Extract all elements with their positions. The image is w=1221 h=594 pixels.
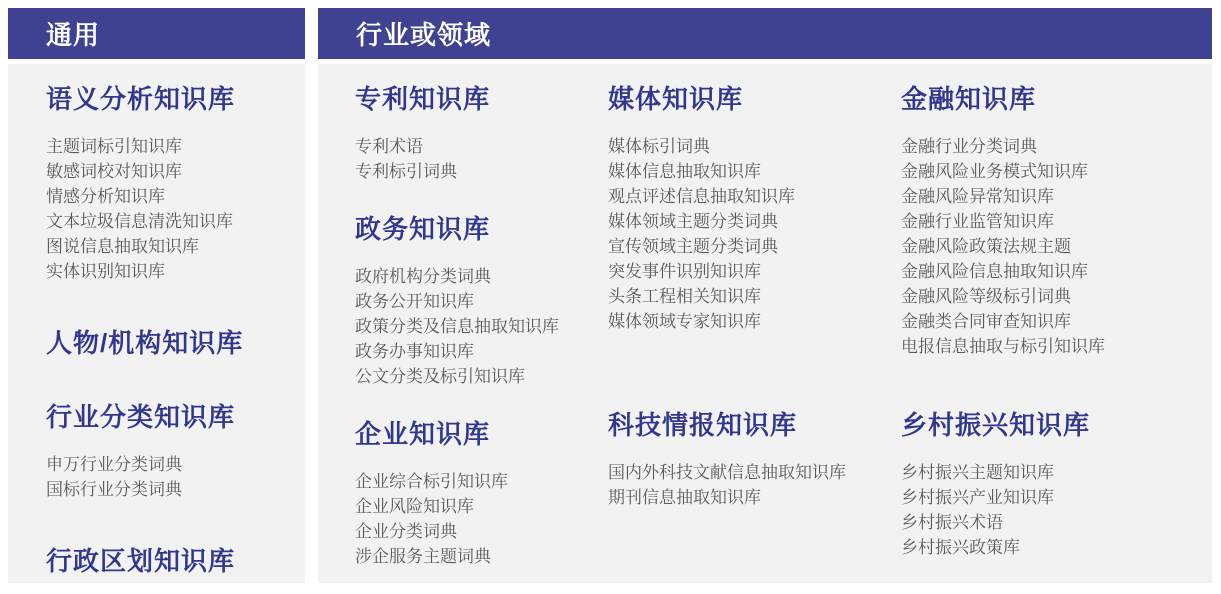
kb-item: 乡村振兴产业知识库: [901, 488, 1054, 507]
kb-group-title: 乡村振兴知识库: [901, 410, 1091, 440]
kb-item: 政务办事知识库: [355, 342, 474, 361]
panel-general: [8, 8, 305, 594]
kb-item: 申万行业分类词典: [46, 455, 182, 474]
kb-item: 专利标引词典: [355, 162, 457, 181]
kb-group: [901, 410, 1200, 560]
kb-group-title: 科技情报知识库: [608, 410, 798, 440]
kb-item-list: [608, 134, 901, 334]
kb-item: 乡村振兴主题知识库: [901, 463, 1054, 482]
kb-item: 情感分析知识库: [46, 187, 165, 206]
kb-item: 金融风险政策法规主题: [901, 237, 1071, 256]
kb-group: [355, 419, 608, 569]
kb-group: [46, 402, 293, 502]
panel-general-body: [8, 64, 305, 583]
panel-general-header-label: 通用: [46, 20, 101, 50]
kb-item: 企业综合标引知识库: [355, 472, 508, 491]
industry-column-2: [608, 84, 901, 583]
kb-item: 乡村振兴政策库: [901, 538, 1020, 557]
kb-item: 企业风险知识库: [355, 497, 474, 516]
kb-group: [608, 410, 901, 510]
kb-group-title: 行政区划知识库: [46, 546, 236, 576]
kb-group-title: 行业分类知识库: [46, 402, 236, 432]
kb-group: [46, 546, 293, 576]
kb-group-title: 企业知识库: [355, 419, 491, 449]
general-column: [46, 84, 293, 576]
kb-item: 国内外科技文献信息抽取知识库: [608, 463, 846, 482]
kb-group: [46, 84, 293, 284]
industry-column-3: [901, 84, 1200, 583]
kb-item: 媒体领域专家知识库: [608, 312, 761, 331]
kb-item: 期刊信息抽取知识库: [608, 488, 761, 507]
kb-group-title: 媒体知识库: [608, 84, 744, 114]
kb-item-list: [355, 264, 608, 389]
kb-item-list: [608, 460, 901, 510]
kb-item: 公文分类及标引知识库: [355, 367, 525, 386]
kb-group: [46, 328, 293, 358]
kb-item: 金融行业分类词典: [901, 137, 1037, 156]
kb-item: 观点评述信息抽取知识库: [608, 187, 795, 206]
kb-item: 主题词标引知识库: [46, 137, 182, 156]
kb-item: 文本垃圾信息清洗知识库: [46, 212, 233, 231]
kb-item: 敏感词校对知识库: [46, 162, 182, 181]
kb-item: 金融风险业务模式知识库: [901, 162, 1088, 181]
kb-item-list: [901, 460, 1200, 560]
kb-item: 图说信息抽取知识库: [46, 237, 199, 256]
kb-item: 金融风险异常知识库: [901, 187, 1054, 206]
panel-industry-body: [318, 64, 1212, 583]
kb-item: 金融行业监管知识库: [901, 212, 1054, 231]
kb-item-list: [355, 134, 608, 184]
kb-item: 电报信息抽取与标引知识库: [901, 337, 1105, 356]
kb-item-list: [46, 134, 293, 284]
industry-column-1: [355, 84, 608, 583]
kb-group: [355, 84, 608, 184]
kb-group-title: 人物/机构知识库: [46, 328, 244, 358]
kb-item: 媒体领域主题分类词典: [608, 212, 778, 231]
kb-item: 媒体信息抽取知识库: [608, 162, 761, 181]
kb-item: 金融风险信息抽取知识库: [901, 262, 1088, 281]
kb-group-title: 专利知识库: [355, 84, 491, 114]
kb-group: [355, 214, 608, 389]
panel-industry-header-label: 行业或领域: [356, 20, 492, 50]
kb-group: [608, 84, 901, 334]
kb-item-list: [355, 469, 608, 569]
kb-item: 政策分类及信息抽取知识库: [355, 317, 559, 336]
kb-item: 头条工程相关知识库: [608, 287, 761, 306]
kb-item: 媒体标引词典: [608, 137, 710, 156]
kb-item: 突发事件识别知识库: [608, 262, 761, 281]
kb-item-list: [46, 452, 293, 502]
kb-item: 政务公开知识库: [355, 292, 474, 311]
kb-item: 国标行业分类词典: [46, 480, 182, 499]
panel-industry-header-band: [318, 8, 1212, 59]
kb-item: 乡村振兴术语: [901, 513, 1003, 532]
kb-item: 涉企服务主题词典: [355, 547, 491, 566]
kb-group-title: 政务知识库: [355, 214, 491, 244]
kb-item: 实体识别知识库: [46, 262, 165, 281]
panel-industry: [318, 8, 1212, 594]
kb-item: 宣传领域主题分类词典: [608, 237, 778, 256]
kb-item: 金融风险等级标引词典: [901, 287, 1071, 306]
kb-item: 金融类合同审查知识库: [901, 312, 1071, 331]
kb-item-list: [901, 134, 1200, 359]
kb-group: [901, 84, 1200, 359]
kb-item: 企业分类词典: [355, 522, 457, 541]
panel-general-header-band: [8, 8, 305, 59]
kb-group-title: 金融知识库: [901, 84, 1037, 114]
kb-item: 专利术语: [355, 137, 423, 156]
kb-item: 政府机构分类词典: [355, 267, 491, 286]
kb-group-title: 语义分析知识库: [46, 84, 236, 114]
